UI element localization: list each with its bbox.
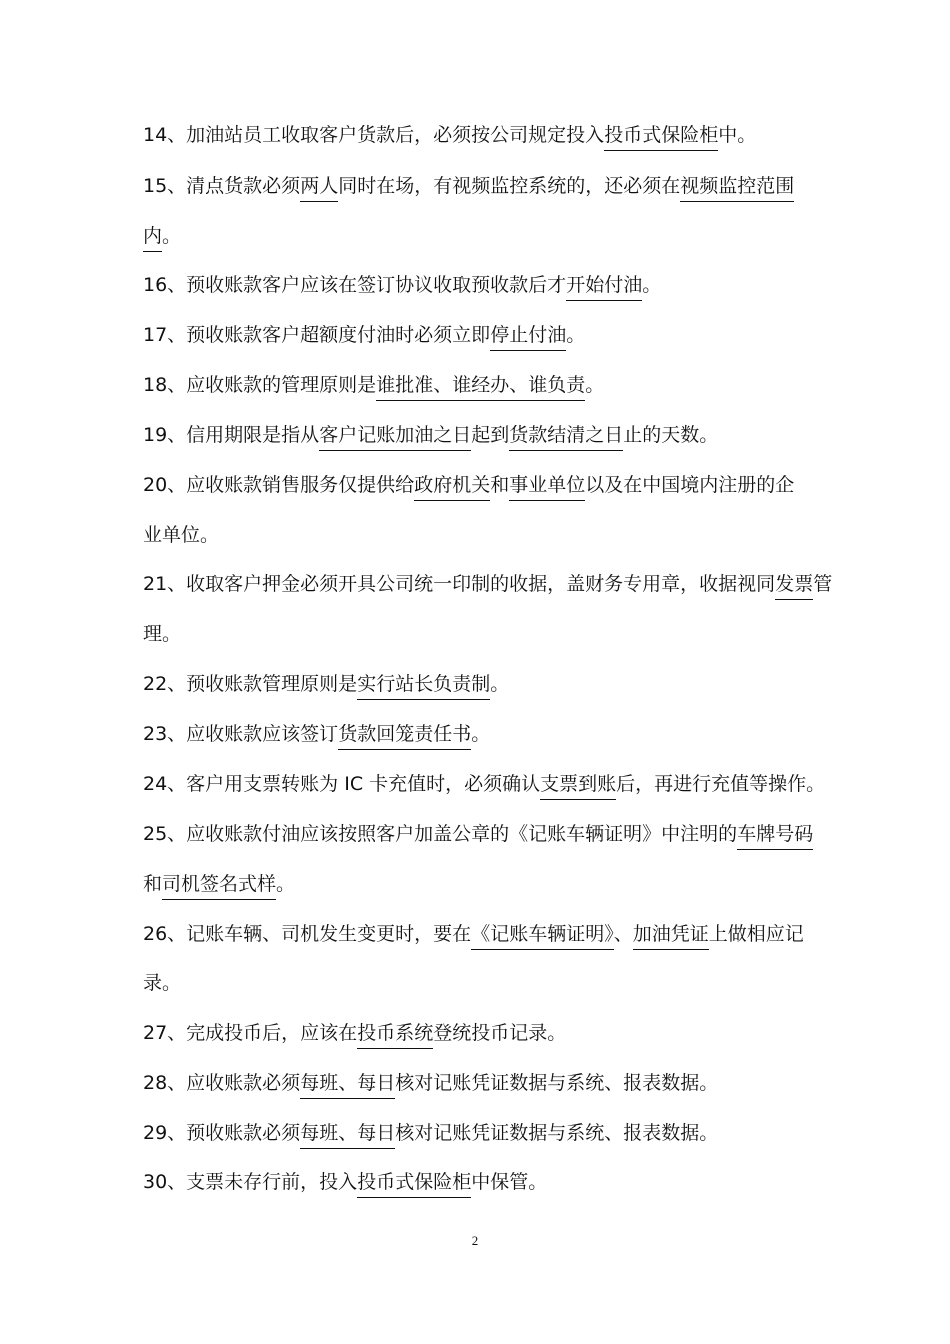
text-segment: 30、支票未存行前，投入 <box>143 1171 358 1193</box>
text-segment: 17、预收账款客户超额度付油时必须立即 <box>143 324 491 346</box>
text-line <box>143 421 823 449</box>
text-segment: 16、预收账款客户应该在签订协议收取预收款后才 <box>143 274 567 296</box>
answer-blank: 客户记账加油之日 <box>319 424 472 446</box>
answer-blank: 货款回笼责任书 <box>338 723 472 745</box>
text-segment: 。 <box>471 723 491 745</box>
text-segment: 20、应收账款销售服务仅提供给 <box>143 474 415 496</box>
text-line <box>143 1069 823 1097</box>
text-line <box>143 570 833 598</box>
answer-blank: 加油凭证 <box>632 923 709 945</box>
text-segment: 26、记账车辆、司机发生变更时，要在 <box>143 923 472 945</box>
answer-blank: 每班、每日 <box>300 1072 396 1094</box>
text-segment: 中。 <box>718 124 757 146</box>
answer-blank: 车牌号码 <box>737 823 814 845</box>
text-segment: 中保管。 <box>471 1171 548 1193</box>
text-line <box>143 1119 823 1147</box>
text-segment: 22、预收账款管理原则是 <box>143 673 358 695</box>
answer-blank: 《记账车辆证明》 <box>471 923 614 945</box>
text-segment: 25、应收账款付油应该按照客户加盖公章的《记账车辆证明》中注明的 <box>143 823 738 845</box>
page-number: 2 <box>471 1233 479 1248</box>
text-line <box>143 720 823 748</box>
text-segment: 、 <box>613 923 633 945</box>
text-line <box>143 172 823 200</box>
text-segment: 23、应收账款应该签订 <box>143 723 339 745</box>
text-segment: 理。 <box>143 623 182 645</box>
text-line <box>143 870 823 898</box>
answer-blank: 支票到账 <box>540 773 617 795</box>
answer-blank: 每班、每日 <box>300 1122 396 1144</box>
text-segment: 起到 <box>471 424 510 446</box>
answer-blank: 停止付油 <box>490 324 567 346</box>
answer-blank: 视频监控范围 <box>680 175 795 197</box>
text-segment: 15、清点货款必须 <box>143 175 301 197</box>
text-segment: 核对记账凭证数据与系统、报表数据。 <box>395 1122 719 1144</box>
answer-blank: 投币系统 <box>357 1022 434 1044</box>
answer-blank: 内 <box>143 225 163 247</box>
text-segment: 同时在场，有视频监控系统的，还必须在 <box>338 175 681 197</box>
answer-blank: 货款结清之日 <box>509 424 624 446</box>
text-segment: 27、完成投币后，应该在 <box>143 1022 358 1044</box>
text-segment: 止的天数。 <box>623 424 719 446</box>
text-line <box>143 920 823 948</box>
text-segment: 24、客户用支票转账为 IC 卡充值时，必须确认 <box>143 773 541 795</box>
text-line <box>143 770 826 798</box>
text-segment: 。 <box>566 324 586 346</box>
answer-blank: 政府机关 <box>414 474 491 496</box>
text-segment: 核对记账凭证数据与系统、报表数据。 <box>395 1072 719 1094</box>
text-line <box>143 670 823 698</box>
text-segment: 后，再进行充值等操作。 <box>616 773 826 795</box>
text-line <box>143 521 823 549</box>
answer-blank: 实行站长负责制 <box>357 673 491 695</box>
answer-blank: 投币式保险柜 <box>604 124 719 146</box>
text-segment: 。 <box>490 673 510 695</box>
text-line <box>143 1019 823 1047</box>
answer-blank: 司机签名式样 <box>162 873 277 895</box>
text-segment: 以及在中国境内注册的企 <box>585 474 795 496</box>
text-line <box>143 471 823 499</box>
text-line <box>143 321 823 349</box>
text-segment: 。 <box>162 225 182 247</box>
text-line <box>143 371 823 399</box>
text-line <box>143 969 823 997</box>
text-segment: 上做相应记 <box>708 923 804 945</box>
text-segment: 21、收取客户押金必须开具公司统一印制的收据，盖财务专用章，收据视同 <box>143 573 776 595</box>
text-segment: 14、加油站员工收取客户货款后，必须按公司规定投入 <box>143 124 605 146</box>
text-segment: 19、信用期限是指从 <box>143 424 320 446</box>
answer-blank: 开始付油 <box>566 274 643 296</box>
text-segment: 。 <box>276 873 296 895</box>
text-segment: 18、应收账款的管理原则是 <box>143 374 377 396</box>
text-segment: 。 <box>585 374 605 396</box>
text-segment: 和 <box>490 474 510 496</box>
text-segment: 管 <box>813 573 833 595</box>
text-line <box>143 121 823 149</box>
answer-blank: 事业单位 <box>509 474 586 496</box>
text-segment: 和 <box>143 873 163 895</box>
text-line <box>143 820 823 848</box>
answer-blank: 投币式保险柜 <box>357 1171 472 1193</box>
text-segment: 业单位。 <box>143 524 220 546</box>
text-segment: 登统投币记录。 <box>433 1022 567 1044</box>
text-line <box>143 620 823 648</box>
answer-blank: 发票 <box>775 573 814 595</box>
answer-blank: 两人 <box>300 175 339 197</box>
answer-blank: 谁批准、谁经办、谁负责 <box>376 374 586 396</box>
text-line <box>143 1168 823 1196</box>
text-segment: 28、应收账款必须 <box>143 1072 301 1094</box>
text-line <box>143 222 823 250</box>
text-segment: 录。 <box>143 972 182 994</box>
text-line <box>143 271 823 299</box>
text-segment: 29、预收账款必须 <box>143 1122 301 1144</box>
text-segment: 。 <box>642 274 662 296</box>
